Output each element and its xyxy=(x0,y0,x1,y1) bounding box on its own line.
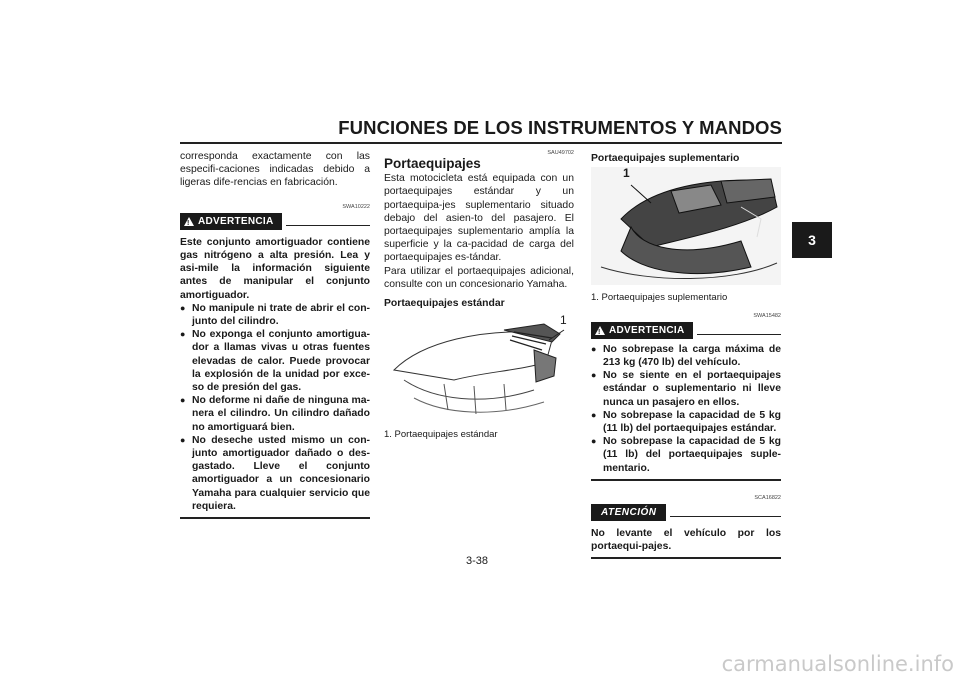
warning-list xyxy=(591,343,781,475)
supplementary-rack-drawing xyxy=(591,167,781,285)
warning-rule xyxy=(697,334,781,335)
section-body-2: Para utilizar el portaequipajes adicional, consulte con un concesionario Yamaha. xyxy=(384,265,574,290)
supplementary-rack-caption: 1. Portaequipajes suplementario xyxy=(591,292,728,304)
page-header-title: FUNCIONES DE LOS INSTRUMENTOS Y MANDOS xyxy=(338,117,782,138)
list-item: ● No deforme ni dañe de ninguna ma-nera el cilindro. Un cilindro dañado no amortiguará bien. xyxy=(180,394,370,434)
caution-code: SCA16822 xyxy=(754,494,781,501)
callout-number: 1 xyxy=(560,313,567,328)
warning-triangle-icon xyxy=(595,326,605,335)
standard-rack-drawing xyxy=(384,310,574,422)
header-rule xyxy=(180,142,782,144)
warning-badge xyxy=(591,322,693,339)
warning-header xyxy=(591,322,781,339)
list-item: ● No manipule ni trate de abrir el con-junto del cilindro. xyxy=(180,302,370,328)
column-2 xyxy=(384,150,574,442)
watermark: carmanualsonline.info xyxy=(721,652,954,676)
warning-label: ADVERTENCIA xyxy=(198,215,274,227)
section-body-1: Esta motocicleta está equipada con un portaequipajes estándar y un portaequipa-jes suplementario situado debajo del asien-to del pasajero. El portaequipajes suplementario amplía la superficie y la ca-pacidad de carga del portaequipajes es-tándar. xyxy=(384,173,574,264)
warning-badge xyxy=(180,213,282,230)
callout-number: 1 xyxy=(623,166,630,181)
list-item: ● No deseche usted mismo un con-junto amortiguador dañado o des-gastado. Lleve el conjunto amortiguador a un concesionario Yamaha para cualquier servicio que requiera. xyxy=(180,434,370,513)
warning-list xyxy=(180,302,370,513)
caution-rule xyxy=(670,516,781,517)
standard-rack-illustration xyxy=(384,310,574,426)
intro-text: corresponda exactamente con las especifi-caciones indicadas debido a ligeras dife-rencias en fabricación. xyxy=(180,151,370,189)
column-1 xyxy=(180,150,370,519)
list-item: ● No sobrepase la capacidad de 5 kg (11 lb) del portaequipajes suple-mentario. xyxy=(591,435,781,475)
list-item: ● No se siente en el portaequipajes estándar o suplementario ni lleve nunca un pasajero en ellos. xyxy=(591,369,781,409)
warning-label: ADVERTENCIA xyxy=(609,324,685,336)
warning-code: SWA15482 xyxy=(753,312,781,319)
warning-rule xyxy=(286,225,370,226)
warning-header xyxy=(180,213,370,230)
standard-rack-caption: 1. Portaequipajes estándar xyxy=(384,429,498,441)
warning-lead: Este conjunto amortiguador contiene gas nitrógeno a alta presión. Lea y asi-mile la información siguiente antes de manipular el conjunto amortiguador. xyxy=(180,236,370,301)
standard-rack-subhead: Portaequipajes estándar xyxy=(384,298,505,310)
caution-header xyxy=(591,504,781,521)
list-item: ● No exponga el conjunto amortigua-dor a llamas vivas u otras fuentes elevadas de calor. Puede provocar la explosión de la unidad por exce-so de presión del gas. xyxy=(180,328,370,394)
chapter-tab: 3 xyxy=(792,222,832,258)
section-title: Portaequipajes xyxy=(384,156,481,171)
list-item: ● No sobrepase la carga máxima de 213 kg (470 lb) del vehículo. xyxy=(591,343,781,369)
warning-end-rule xyxy=(180,517,370,519)
column-3 xyxy=(591,150,781,559)
section-code: SAU49702 xyxy=(547,150,574,156)
caution-text: No levante el vehículo por los portaequi-pajes. xyxy=(591,528,781,553)
warning-code: SWA10222 xyxy=(342,203,370,210)
list-item: ● No sobrepase la capacidad de 5 kg (11 lb) del portaequipajes estándar. xyxy=(591,409,781,435)
supplementary-rack-illustration xyxy=(591,167,781,289)
warning-triangle-icon xyxy=(184,217,194,226)
caution-end-rule xyxy=(591,557,781,559)
supplementary-rack-subhead: Portaequipajes suplementario xyxy=(591,153,740,164)
warning-end-rule xyxy=(591,479,781,481)
caution-badge: ATENCIÓN xyxy=(591,504,666,521)
page-number: 3-38 xyxy=(466,555,489,567)
